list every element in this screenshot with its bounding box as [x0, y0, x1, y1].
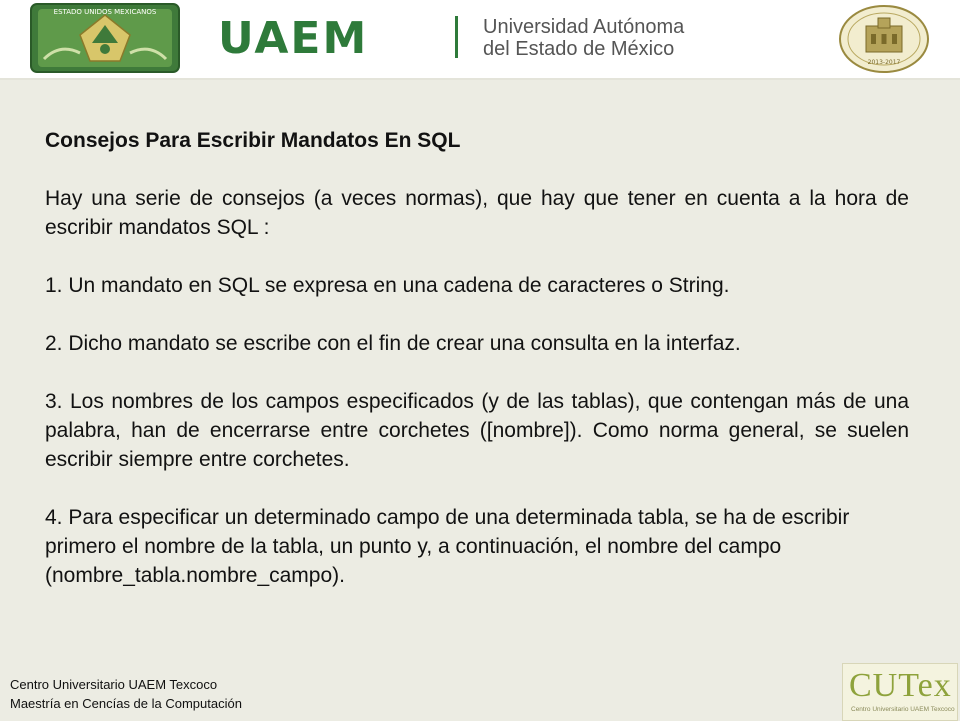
seal-left-text: ESTADO UNIDOS MEXICANOS — [53, 8, 157, 16]
point-2: 2. Dicho mandato se escribe con el fin de crear una consulta en la interfaz. — [45, 332, 741, 355]
header-bar — [0, 0, 960, 80]
university-name-line1: Universidad Autónoma — [483, 16, 685, 38]
uaem-brand-logo: UAEM — [218, 13, 369, 64]
slide-content — [45, 126, 909, 619]
footer-line-1: Centro Universitario UAEM Texcoco — [10, 677, 218, 692]
uaem-seal-left-logo — [30, 3, 180, 73]
slide-title: Consejos Para Escribir Mandatos En SQL — [45, 129, 461, 152]
intro-paragraph: Hay una serie de consejos (a veces normas), que hay que tener en cuenta a la hora de escribir mandatos SQL : — [45, 187, 909, 239]
university-name-line2: del Estado de México — [483, 38, 675, 60]
university-name — [483, 16, 684, 60]
point-4: 4. Para especificar un determinado campo de una determinada tabla, se ha de escribir primero el nombre de la tabla, un punto y, a continuación, el nombre del campo (nombre_tabla.nombre_campo). — [45, 506, 850, 587]
footer-info — [10, 675, 242, 713]
seal-right-years: 2013-2017 — [867, 59, 901, 66]
cutex-logo — [842, 663, 958, 721]
footer-line-2: Maestría en Cencías de la Computación — [10, 696, 242, 711]
cutex-logo-mark: CUTex — [849, 667, 952, 704]
point-1: 1. Un mandato en SQL se expresa en una cadena de caracteres o String. — [45, 274, 730, 297]
uaem-building-seal-right-logo — [838, 4, 930, 74]
point-3: 3. Los nombres de los campos especificados (y de las tablas), que contengan más de una palabra, han de encerrarse entre corchetes ([nombre]). Como norma general, se suelen escribir siempre entre corchetes. — [45, 390, 909, 471]
brand-divider — [455, 16, 458, 58]
cutex-logo-subtitle: Centro Universitario UAEM Texcoco — [851, 706, 955, 713]
